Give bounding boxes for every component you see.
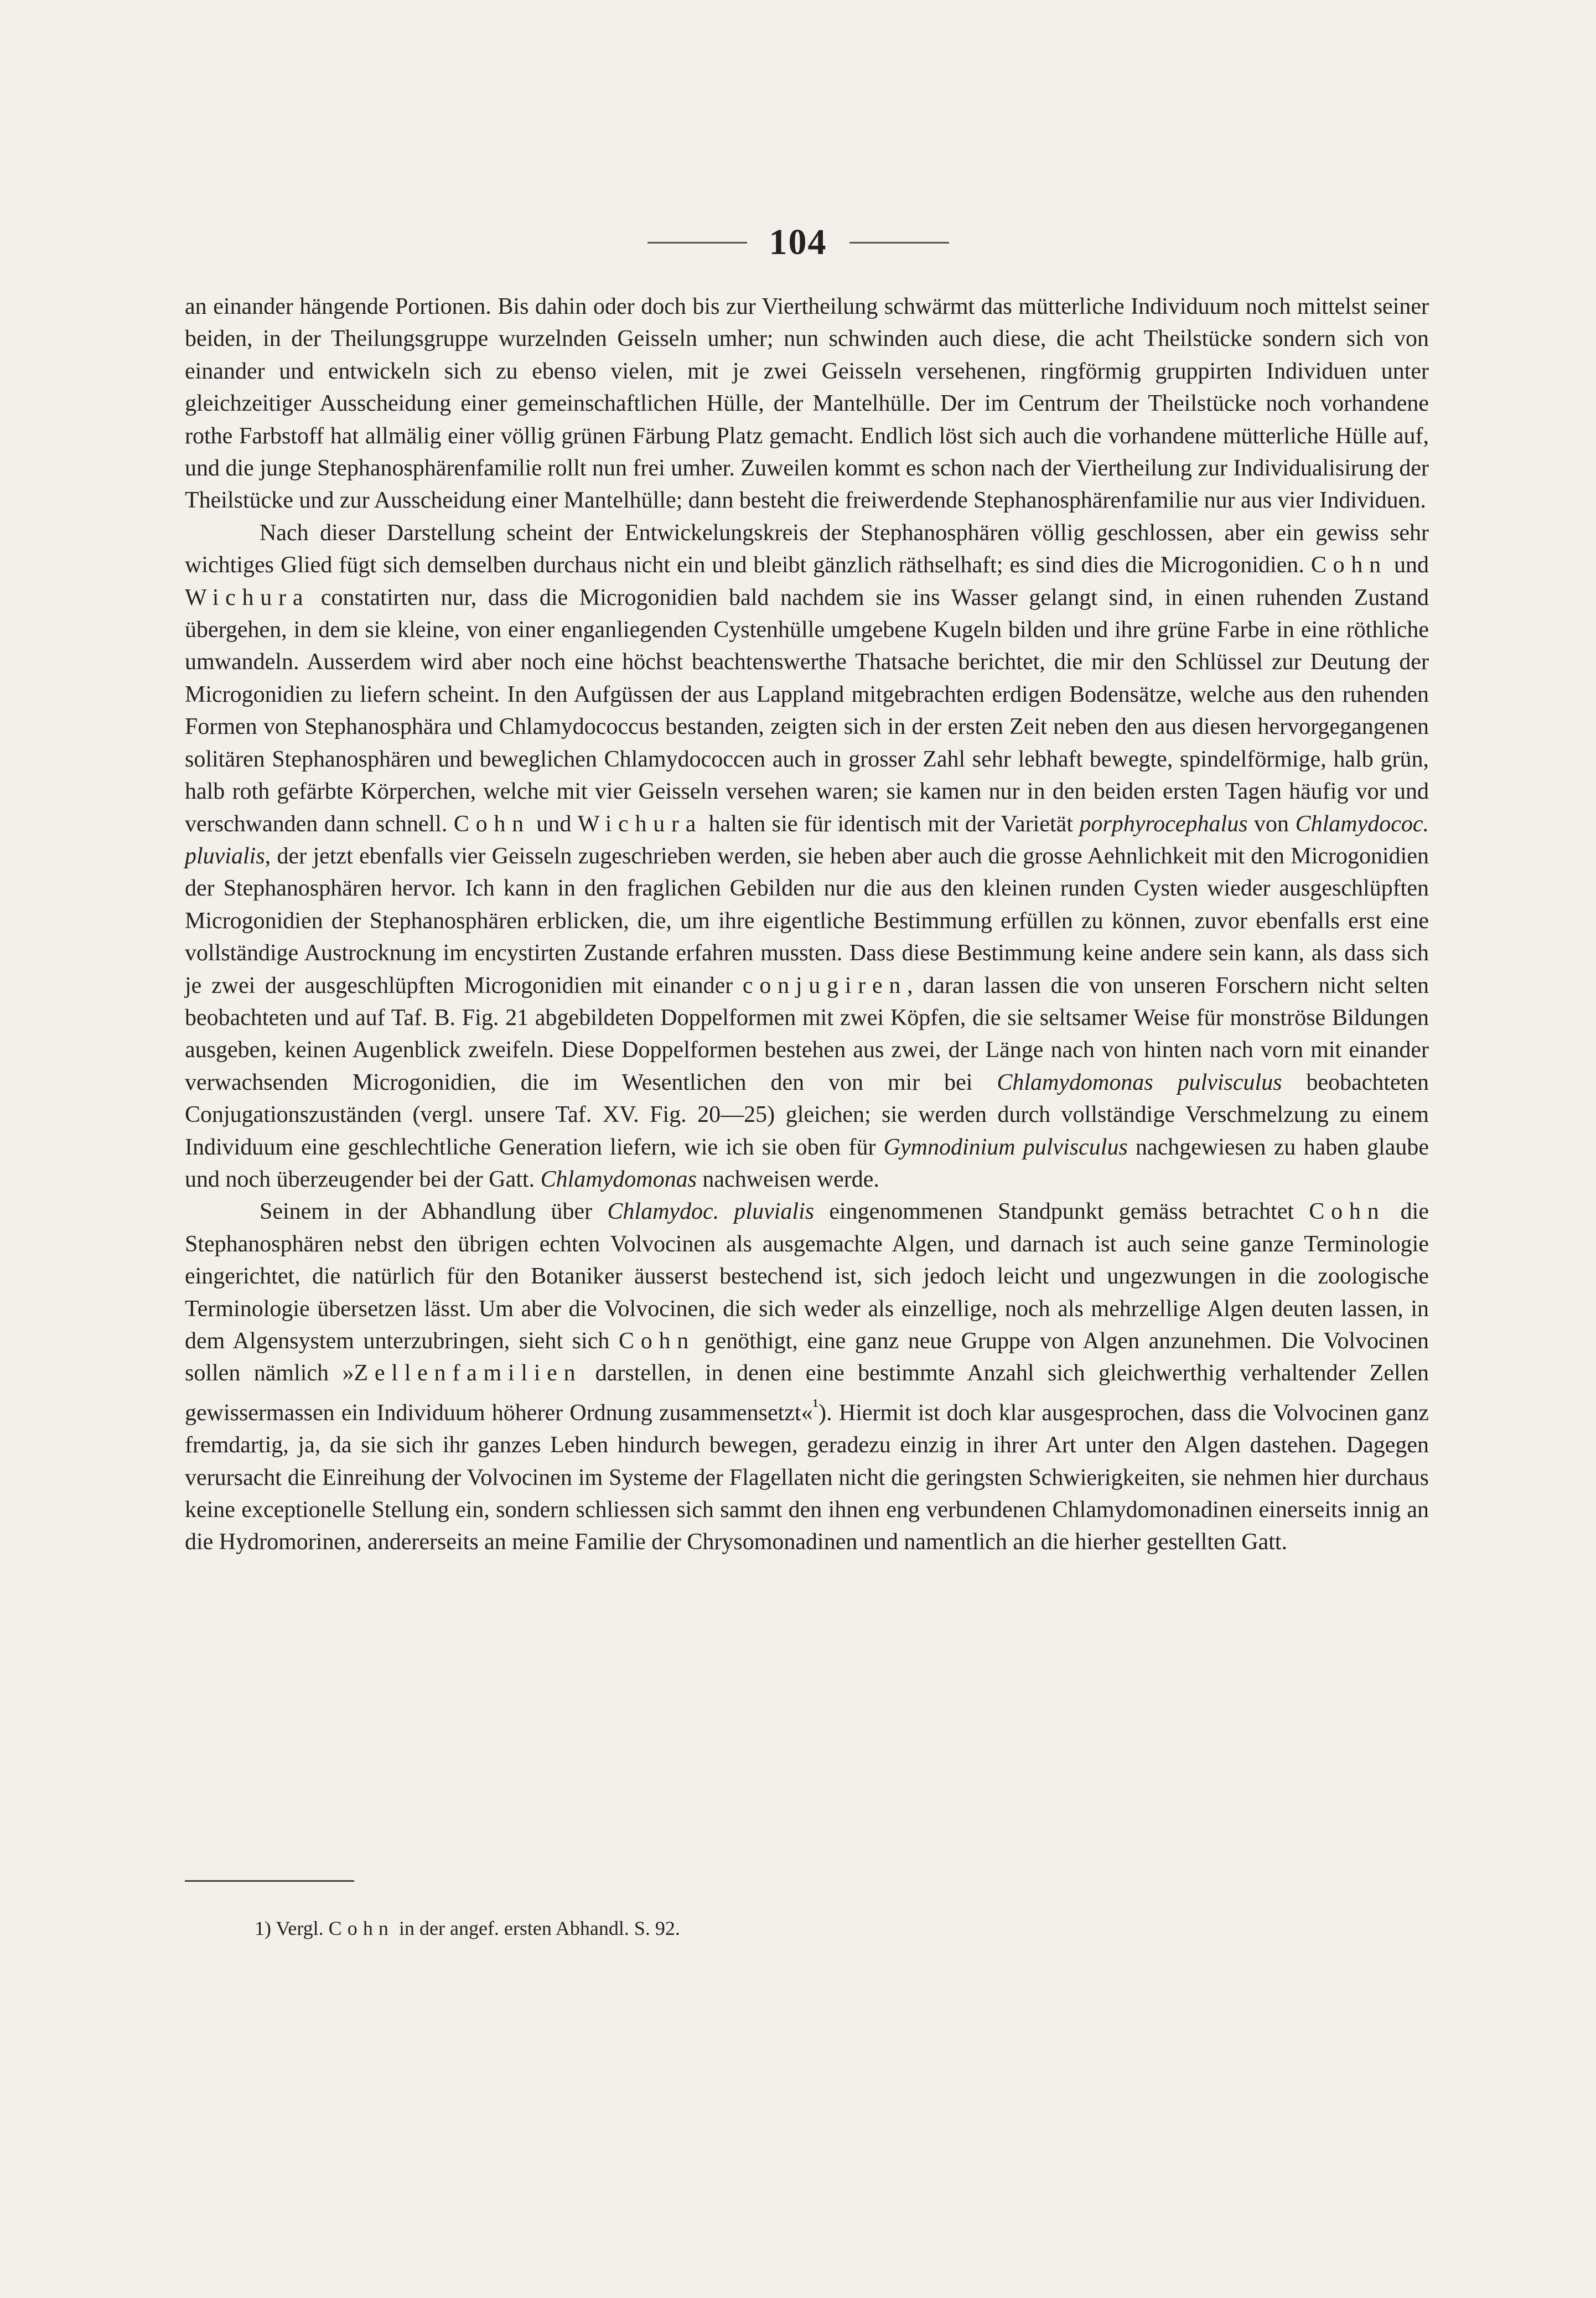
italic-term: Chlamydoc. pluvialis bbox=[607, 1199, 815, 1225]
spaced-name: conjugiren bbox=[742, 972, 908, 998]
text-run: und bbox=[1387, 552, 1429, 578]
footnote bbox=[255, 1915, 680, 1942]
page-number: 104 bbox=[769, 222, 827, 262]
text-run: von bbox=[1247, 811, 1296, 837]
text-run: in der angef. ersten Abhandl. S. 92. bbox=[394, 1917, 680, 1939]
text-run: beobachteten Conjugationszuständen (vergl. unsere Taf. XV. Fig. 20—25) gleichen; sie werden durch vollständige Verschmelzung zu einem Individuum eine geschlechtliche Generation liefern, wie ich sie oben für bbox=[185, 1069, 1429, 1160]
italic-term: Gymnodinium pulvisculus bbox=[883, 1134, 1128, 1160]
spaced-name: Cohn bbox=[453, 811, 530, 837]
text-run: , der jetzt ebenfalls vier Geisseln zugeschrieben werden, sie heben aber auch die grosse Aehnlichkeit mit den Microgonidien der Stephanosphären hervor. Ich kann in den fraglichen Gebilden nur die aus den kleinen runden Cysten wieder ausgeschlüpften Microgonidien der Stephanosphären erblicken, die, um ihre eigentliche Bestimmung erfüllen zu können, zuvor ebenfalls erst eine vollständige Austrocknung im encystirten Zustande erfahren mussten. Dass diese Bestimmung keine andere sein kann, als dass sich je zwei der ausgeschlüpften Microgonidien mit einander bbox=[185, 843, 1429, 998]
paragraph bbox=[185, 291, 1429, 517]
spaced-name: Cohn bbox=[618, 1328, 696, 1354]
text-run: , daran lassen die von unseren Forschern nicht selten beobachteten und auf Taf. B. Fig. 21 abgebildeten Doppelformen mit zwei Köpfen, die sie seltsamer Weise für monströse Bildungen ausgeben, keinen Augenblick zweifeln. Diese Doppelformen bestehen aus zwei, der Länge nach von hinten nach vorn mit einander verwachsenden Microgonidien, die im Wesentlichen den von mir bei bbox=[185, 972, 1429, 1095]
italic-term: porphyrocephalus bbox=[1079, 811, 1248, 837]
spaced-name: Cohn bbox=[1309, 1199, 1386, 1225]
text-run: an einander hängende Portionen. Bis dahin oder doch bis zur Viertheilung schwärmt das mütterliche Individuum noch mittelst seiner beiden, in der Theilungsgruppe wurzelnden Geisseln umher; nun schwinden auch diese, die acht Theilstücke sondern sich von einander und entwickeln sich zu ebenso vielen, mit je zwei Geisseln versehenen, ringförmig gruppirten Individuen unter gleichzeitiger Ausscheidung einer gemeinschaftlichen Hülle, der Mantelhülle. Der im Centrum der Theilstücke noch vorhandene rothe Farbstoff hat allmälig einer völlig grünen Färbung Platz gemacht. Endlich löst sich auch die vorhandene mütterliche Hülle auf, und die junge Stephanosphärenfamilie rollt nun frei umher. Zuweilen kommt es schon nach der Viertheilung zur Individualisirung der Theilstücke und zur Ausscheidung einer Mantelhülle; dann besteht die freiwerdende Stephanosphärenfamilie nur aus vier Individuen. bbox=[185, 294, 1429, 514]
text-run: nachgewiesen zu haben glaube und noch überzeugender bei der Gatt. bbox=[185, 1134, 1429, 1192]
text-run: die Stephanosphären nebst den übrigen echten Volvocinen als ausgemachte Algen, und darnach ist auch seine ganze Terminologie eingerichtet, die natürlich für den Botaniker äusserst bestechend ist, sich jedoch leicht und ungezwungen in die zoologische Terminologie übersetzen lässt. Um aber die Volvocinen, die sich weder als einzellige, noch als mehrzellige Algen deuten lassen, in dem Algensystem unterzubringen, sieht sich bbox=[185, 1199, 1429, 1354]
text-run: ). Hiermit ist doch klar ausgesprochen, dass die Volvocinen ganz fremdartig, ja, da sie sich ihr ganzes Leben hindurch bewegen, geradezu einzig in ihrer Art unter den Algen dastehen. Dagegen verursacht die Einreihung der Volvocinen im Systeme der Flagellaten nicht die geringsten Schwierigkeiten, sie nehmen hier durchaus keine exceptionelle Stellung ein, sondern schliessen sich sammt den ihnen eng verbundenen Chlamydomonadinen einerseits innig an die Hydromorinen, andererseits an meine Familie der Chrysomonadinen und namentlich an die hierher gestellten Gatt. bbox=[185, 1400, 1429, 1555]
text-run: eingenommenen Standpunkt gemäss betrachtet bbox=[814, 1199, 1309, 1225]
body-text bbox=[185, 291, 1429, 1559]
spaced-name: Wichura bbox=[185, 584, 310, 610]
paragraph bbox=[185, 1195, 1429, 1558]
header-rule-right bbox=[849, 242, 949, 244]
text-run: nachweisen werde. bbox=[696, 1166, 879, 1192]
text-run: darstellen, in denen eine bestimmte Anzahl sich gleichwerthig verhaltender Zellen gewissermassen ein Individuum höherer Ordnung zusammensetzt« bbox=[185, 1360, 1429, 1426]
italic-term: Chlamydococ. pluvialis bbox=[185, 811, 1429, 869]
header-rule-left bbox=[647, 242, 747, 244]
footnote-marker: ¹ bbox=[812, 1394, 819, 1416]
text-run: 1) Vergl. bbox=[255, 1917, 329, 1939]
footnote-rule bbox=[185, 1880, 354, 1882]
spaced-name: Cohn bbox=[328, 1917, 395, 1939]
text-run: constatirten nur, dass die Microgonidien bald nachdem sie ins Wasser gelangt sind, in einen ruhenden Zustand übergehen, in dem sie kleine, von einer enganliegenden Cystenhülle umgebene Kugeln bilden und ihre grüne Farbe in eine röthliche umwandeln. Ausserdem wird aber noch eine höchst beachtenswerthe Thatsache berichtet, die mir den Schlüssel zur Deutung der Microgonidien zu liefern scheint. In den Aufgüssen der aus Lappland mitgebrachten erdigen Bodensätze, welche aus den ruhenden Formen von Stephanosphära und Chlamydococcus bestanden, zeigten sich in der ersten Zeit neben den aus diesen hervorgegangenen solitären Stephanosphären und beweglichen Chlamydococcen auch in grosser Zahl sehr lebhaft bewegte, spindelförmige, halb grün, halb roth gefärbte Körperchen, welche mit vier Geisseln versehen waren; sie kamen nur in den beiden ersten Tagen häufig vor und verschwanden dann schnell. bbox=[185, 584, 1429, 837]
text-run: Seinem in der Abhandlung über bbox=[260, 1199, 608, 1225]
text-run: genöthigt, eine ganz neue Gruppe von Algen anzunehmen. Die Volvocinen sollen nämlich » bbox=[185, 1328, 1429, 1386]
spaced-name: Wichura bbox=[577, 811, 703, 837]
paragraph bbox=[185, 517, 1429, 1196]
text-run: Nach dieser Darstellung scheint der Entwickelungskreis der Stephanosphären völlig geschlossen, aber ein gewiss sehr wichtiges Glied fügt sich demselben durchaus nicht ein und bleibt gänzlich räthselhaft; es sind dies die Microgonidien. bbox=[185, 520, 1429, 578]
spaced-name: Cohn bbox=[1310, 552, 1387, 578]
text-run: halten sie für identisch mit der Varietät bbox=[702, 811, 1080, 837]
page-header bbox=[0, 221, 1596, 263]
text-run: und bbox=[530, 811, 578, 837]
italic-term: Chlamydomonas bbox=[540, 1166, 697, 1192]
italic-term: Chlamydomonas pulvisculus bbox=[997, 1069, 1282, 1095]
spaced-name: Zellenfamilien bbox=[354, 1360, 582, 1386]
